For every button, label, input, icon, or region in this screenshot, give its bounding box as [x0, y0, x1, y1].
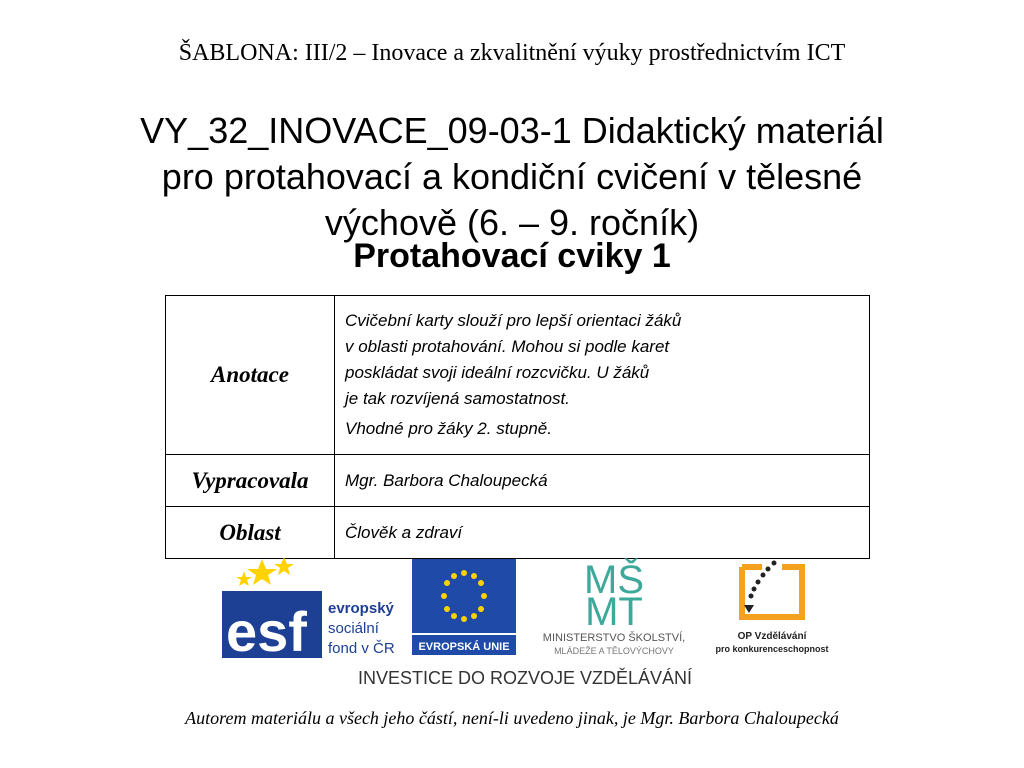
- msmt-logo: [522, 555, 707, 660]
- anotace-line-2: v oblasti protahování. Mohou si podle karet: [345, 337, 670, 356]
- page-title: [72, 108, 952, 246]
- esf-line-3: fond v ČR: [328, 640, 395, 657]
- anotace-label: Anotace: [166, 296, 335, 455]
- anotace-line-3: poskládat svoji ideální rozcvičku. U žáků: [345, 363, 650, 382]
- author-footer: Autorem materiálu a všech jeho částí, není-li uvedeno jinak, je Mgr. Barbora Chaloupecká: [185, 708, 839, 728]
- anotace-line-4: je tak rozvíjená samostatnost.: [345, 389, 570, 408]
- vypracovala-value: Mgr. Barbora Chaloupecká: [335, 455, 870, 507]
- oblast-label: Oblast: [166, 507, 335, 559]
- page-subtitle: Protahovací cviky 1: [353, 237, 671, 275]
- anotace-value: [335, 296, 870, 455]
- msmt-letters-top: MŠ: [584, 558, 644, 602]
- title-line-2: pro protahovací a kondiční cvičení v tělesné: [161, 156, 863, 197]
- op-line-1: OP Vzdělávání: [737, 631, 807, 642]
- op-logo: [710, 555, 835, 660]
- table-row-oblast: [166, 507, 870, 559]
- anotace-line-1: Cvičební karty slouží pro lepší orientaci žáků: [345, 311, 682, 330]
- template-header: ŠABLONA: III/2 – Inovace a zkvalitnění výuky prostřednictvím ICT: [178, 40, 846, 66]
- esf-letters: esf: [226, 600, 307, 660]
- esf-line-2: sociální: [328, 620, 379, 637]
- oblast-value: Člověk a zdraví: [335, 507, 870, 559]
- eu-flag-logo: [410, 559, 518, 657]
- vypracovala-label: Vypracovala: [166, 455, 335, 507]
- table-row-vypracovala: [166, 455, 870, 507]
- investice-slogan: INVESTICE DO ROZVOJE VZDĚLÁVÁNÍ: [357, 668, 693, 688]
- msmt-line-2: MLÁDEŽE A TĚLOVÝCHOVY: [554, 646, 674, 656]
- anotace-note: Vhodné pro žáky 2. stupně.: [345, 419, 552, 438]
- table-row-anotace: [166, 296, 870, 455]
- msmt-letters-bottom: MT: [585, 590, 643, 634]
- title-line-1: VY_32_INOVACE_09-03-1 Didaktický materiál: [140, 110, 884, 151]
- msmt-line-1: MINISTERSTVO ŠKOLSTVÍ,: [542, 632, 686, 644]
- esf-line-1: evropský: [328, 600, 394, 617]
- info-table: [165, 295, 870, 559]
- title-line-3: výchově (6. – 9. ročník): [324, 202, 700, 243]
- esf-logo: [222, 555, 412, 660]
- op-line-2: pro konkurenceschopnost: [715, 644, 829, 654]
- eu-label: EVROPSKÁ UNIE: [418, 641, 510, 653]
